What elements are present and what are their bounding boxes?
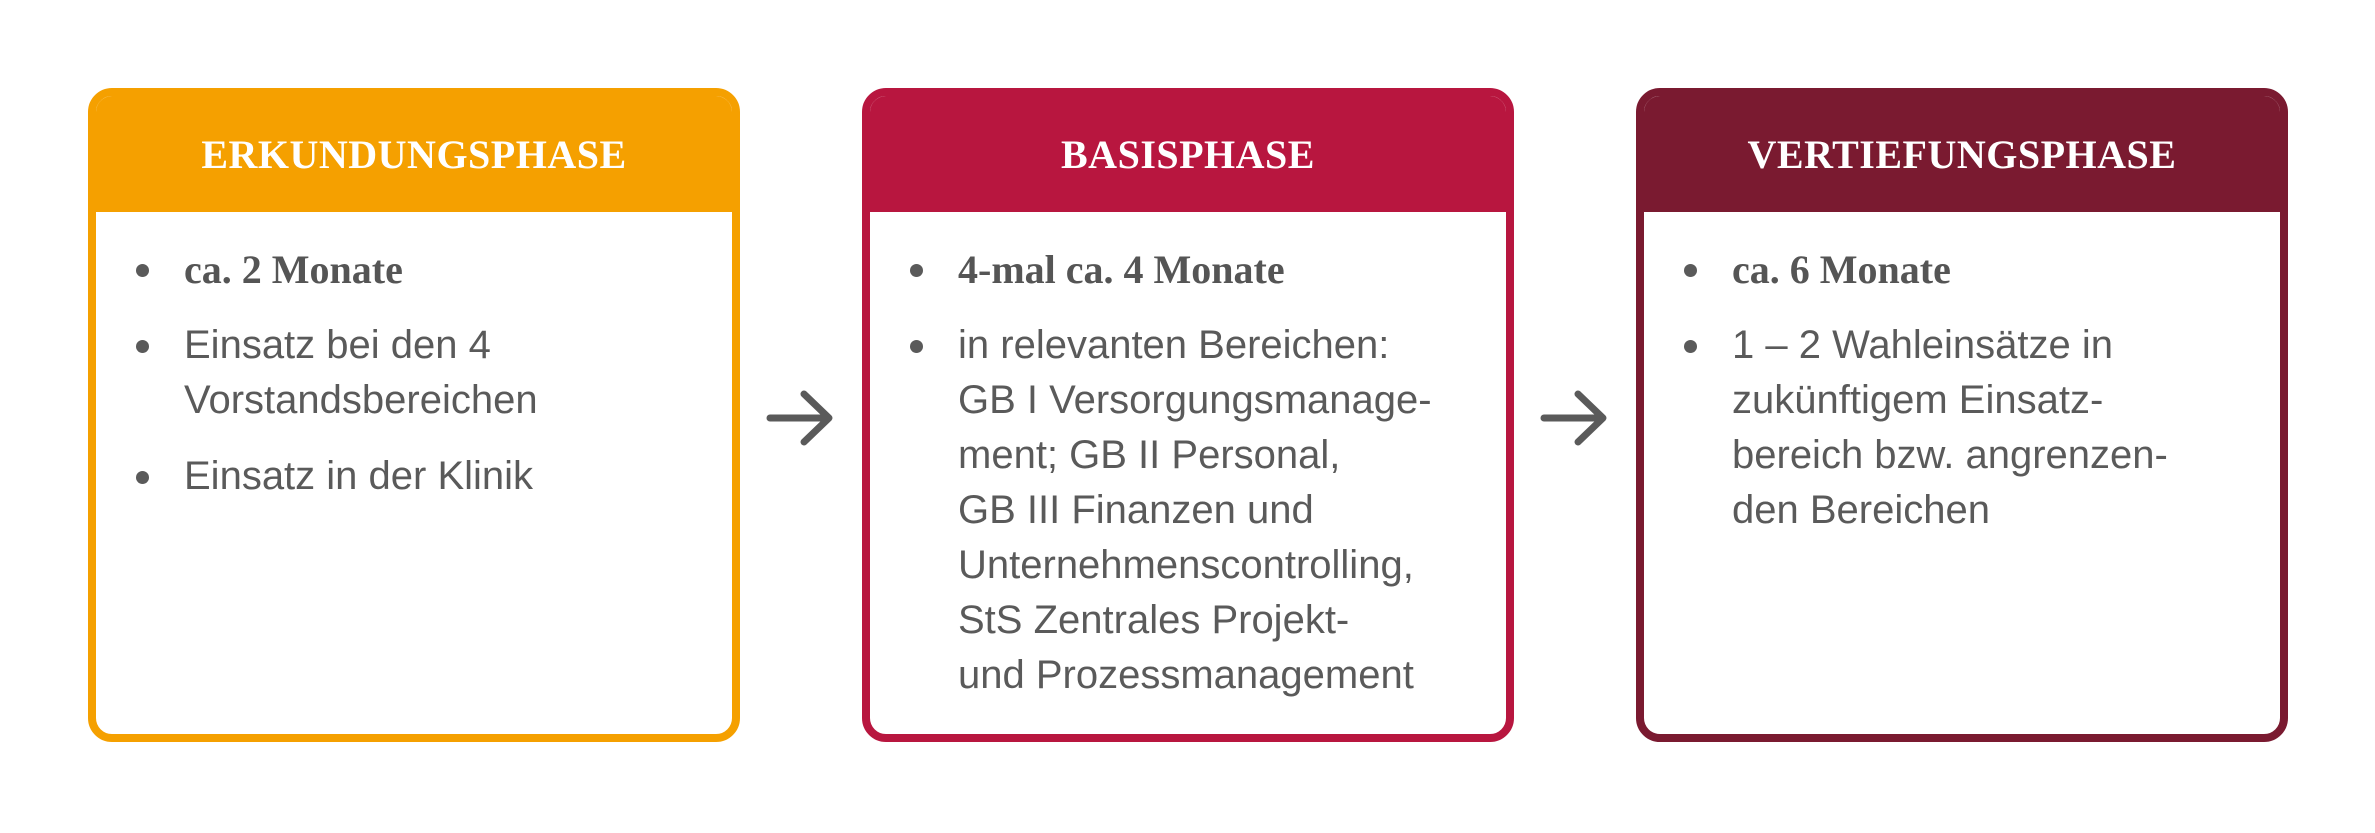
phase-title: BASISPHASE [870, 96, 1506, 212]
phase-list [910, 242, 1486, 703]
list-item: ca. 2 Monate [136, 242, 712, 297]
phase-title: VERTIEFUNGSPHASE [1644, 96, 2280, 212]
phase-card-vertiefung [1636, 88, 2288, 742]
bullet-icon [136, 264, 149, 277]
list-item: 1 – 2 Wahleinsätze in zukünftigem Einsatz- bereich bzw. angrenzen- den Bereichen [1684, 318, 2260, 538]
arrow-right-icon [1540, 388, 1610, 448]
phase-list [1684, 242, 2260, 538]
bullet-icon [1684, 264, 1697, 277]
list-item: 4-mal ca. 4 Monate [910, 242, 1486, 297]
list-item: ca. 6 Monate [1684, 242, 2260, 297]
phase-body [96, 212, 732, 504]
phase-card-basis [862, 88, 1514, 742]
list-item: Einsatz in der Klinik [136, 449, 712, 504]
bullet-icon [1684, 340, 1697, 353]
bullet-icon [136, 471, 149, 484]
phase-list [136, 242, 712, 504]
phase-body [870, 212, 1506, 703]
list-item: Einsatz bei den 4 Vorstandsbereichen [136, 318, 712, 428]
phase-title: ERKUNDUNGSPHASE [96, 96, 732, 212]
bullet-icon [910, 264, 923, 277]
phase-card-erkundung [88, 88, 740, 742]
bullet-icon [910, 340, 923, 353]
arrow-right-icon [766, 388, 836, 448]
bullet-icon [136, 340, 149, 353]
list-item: in relevanten Bereichen: GB I Versorgungsmanage- ment; GB II Personal, GB III Finanzen und Unternehmenscontrolling, StS Zentrales Projekt- und Prozessmanagement [910, 318, 1486, 703]
phase-body [1644, 212, 2280, 538]
